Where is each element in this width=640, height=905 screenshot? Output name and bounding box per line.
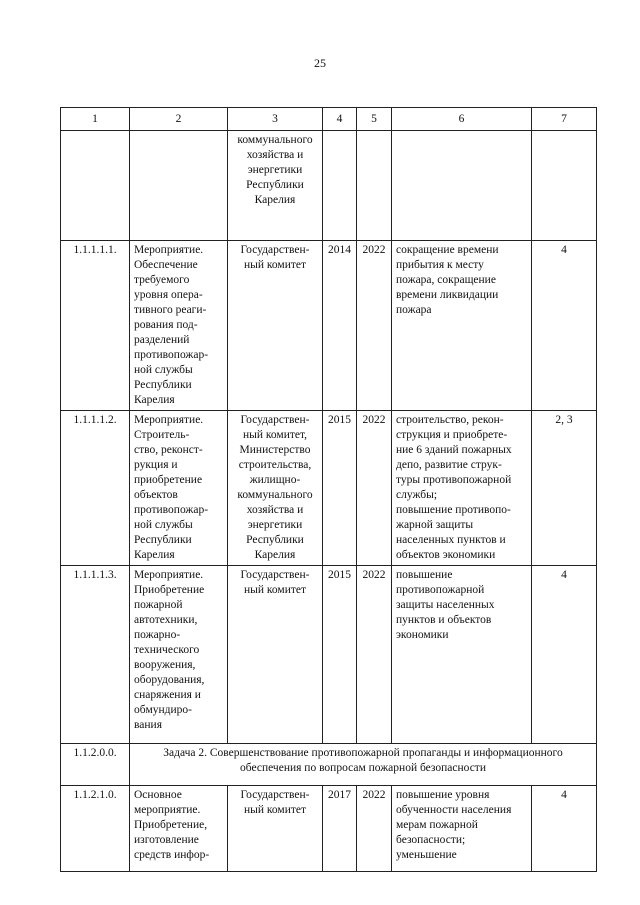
table-row <box>61 786 597 872</box>
column-number: 7 <box>532 108 597 131</box>
table-row-continued <box>61 131 597 241</box>
result-cell: повышение противопожарной защиты населенных пунктов и объектов экономики <box>396 569 495 641</box>
executor-cell: Государствен- ный комитет, Министерство строительства, жилищно- коммунального хозяйства и энергетики Республики Карелия <box>237 414 313 561</box>
end-year-cell: 2022 <box>357 241 392 411</box>
activity-name-cell: Основное мероприятие. Приобретение, изготовление средств инфор- <box>134 789 210 861</box>
column-number: 6 <box>392 108 532 131</box>
result-cell: повышение уровня обученности населения мерам пожарной безопасности; уменьшение <box>396 789 512 861</box>
end-year-cell: 2022 <box>357 411 392 566</box>
code-cell: 1.1.1.1.1. <box>61 241 130 411</box>
executor-cell: Государствен- ный комитет <box>240 569 310 596</box>
activity-name-cell: Мероприятие. Приобретение пожарной автотехники, пожарно- технического вооружения, оборудования, снаряжения и обмундиро- вания <box>134 569 205 731</box>
executor-cell: Государствен- ный комитет <box>240 244 310 271</box>
start-year-cell: 2014 <box>323 241 357 411</box>
code-cell: 1.1.1.1.3. <box>61 566 130 744</box>
indicator-cell: 4 <box>532 241 597 411</box>
program-table <box>60 107 597 872</box>
end-year-cell: 2022 <box>357 786 392 872</box>
executor-cell: коммунального хозяйства и энергетики Республики Карелия <box>237 134 313 206</box>
column-number: 5 <box>357 108 392 131</box>
activity-name-cell: Мероприятие. Обеспечение требуемого уровня опера- тивного реаги- рования под- разделений противопожар- ной службы Республики Карелия <box>134 244 209 406</box>
start-year-cell: 2015 <box>323 566 357 744</box>
start-year-cell: 2017 <box>323 786 357 872</box>
column-number: 1 <box>61 108 130 131</box>
code-cell: 1.1.1.1.2. <box>61 411 130 566</box>
page-number: 25 <box>314 56 326 70</box>
result-cell: строительство, рекон- струкция и приобрете- ние 6 зданий пожарных депо, развитие струк- туры противопожарной службы; повышение противопо- жарной защиты населенных пунктов и объектов экономики <box>396 414 512 561</box>
activity-name-cell: Мероприятие. Строитель- ство, реконст- рукция и приобретение объектов противопожар- ной службы Республики Карелия <box>134 414 209 561</box>
column-number: 3 <box>228 108 323 131</box>
indicator-cell: 4 <box>532 566 597 744</box>
column-number: 4 <box>323 108 357 131</box>
executor-cell: Государствен- ный комитет <box>240 789 310 816</box>
table-row <box>61 411 597 566</box>
column-number-row <box>61 108 597 131</box>
start-year-cell: 2015 <box>323 411 357 566</box>
task-row <box>61 744 597 786</box>
indicator-cell: 2, 3 <box>532 411 597 566</box>
indicator-cell: 4 <box>532 786 597 872</box>
column-number: 2 <box>130 108 228 131</box>
code-cell: 1.1.2.0.0. <box>61 744 130 786</box>
task-heading: Задача 2. Совершенствование противопожарной пропаганды и информационного обеспечения по вопросам пожарной безопасности <box>163 747 563 774</box>
end-year-cell: 2022 <box>357 566 392 744</box>
table-row <box>61 566 597 744</box>
table-row <box>61 241 597 411</box>
result-cell: сокращение времени прибытия к месту пожара, сокращение времени ликвидации пожара <box>396 244 499 316</box>
code-cell: 1.1.2.1.0. <box>61 786 130 872</box>
